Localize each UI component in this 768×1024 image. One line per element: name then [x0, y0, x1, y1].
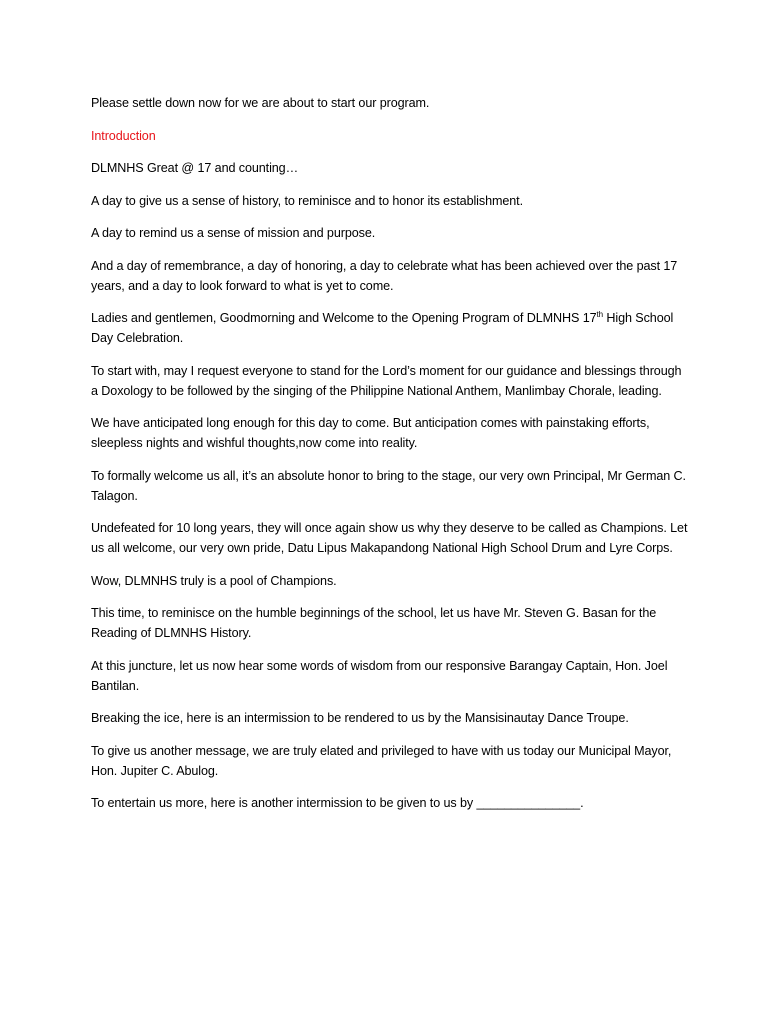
paragraph: A day to remind us a sense of mission and purpose.: [91, 226, 376, 240]
paragraph: To formally welcome us all, it’s an absolute honor to bring to the stage, our very own Principal, Mr German C. Talagon.: [91, 468, 686, 503]
paragraph: Breaking the ice, here is an intermission to be rendered to us by the Mansisinautay Dance Troupe.: [91, 711, 629, 725]
paragraph: To give us another message, we are truly elated and privileged to have with us today our Municipal Mayor, Hon. Jupiter C. Abulog.: [91, 743, 672, 778]
paragraph: We have anticipated long enough for this day to come. But anticipation comes with painstaking efforts, sleepless nights and wishful thoughts,now come into reality.: [91, 416, 650, 450]
ordinal-suffix: th: [596, 309, 603, 319]
paragraph: At this juncture, let us now hear some words of wisdom from our responsive Barangay Captain, Hon. Joel Bantilan.: [91, 658, 668, 693]
paragraph: Wow, DLMNHS truly is a pool of Champions.: [91, 573, 337, 588]
paragraph: To start with, may I request everyone to stand for the Lord’s moment for our guidance and blessings through a Doxology to be followed by the singing of the Philippine National Anthem, Manlimbay Chorale, leading.: [91, 363, 682, 398]
paragraph: This time, to reminisce on the humble beginnings of the school, let us have Mr. Steven G. Basan for the Reading of DLMNHS History.: [91, 606, 657, 640]
paragraph: Undefeated for 10 long years, they will once again show us why they deserve to be called as Champions. Let us all welcome, our very own pride, Datu Lipus Makapandong National High School Drum and Lyre Corps.: [91, 521, 688, 555]
section-heading-introduction: Introduction: [91, 128, 156, 143]
paragraph: DLMNHS Great @ 17 and counting…: [91, 161, 299, 175]
opening-line: Please settle down now for we are about to start our program.: [91, 96, 430, 110]
paragraph: A day to give us a sense of history, to reminisce and to honor its establishment.: [91, 193, 523, 208]
welcome-text-after: High School Day Celebration.: [91, 311, 674, 345]
welcome-text-before: Ladies and gentlemen, Goodmorning and Welcome to the Opening Program of DLMNHS 17: [91, 311, 597, 325]
document-page: [91, 93, 691, 826]
welcome-paragraph: [91, 308, 691, 348]
paragraph: To entertain us more, here is another intermission to be given to us by _______________.: [91, 796, 584, 810]
paragraph: And a day of remembrance, a day of honoring, a day to celebrate what has been achieved over the past 17 years, and a day to look forward to what is yet to come.: [91, 258, 678, 293]
